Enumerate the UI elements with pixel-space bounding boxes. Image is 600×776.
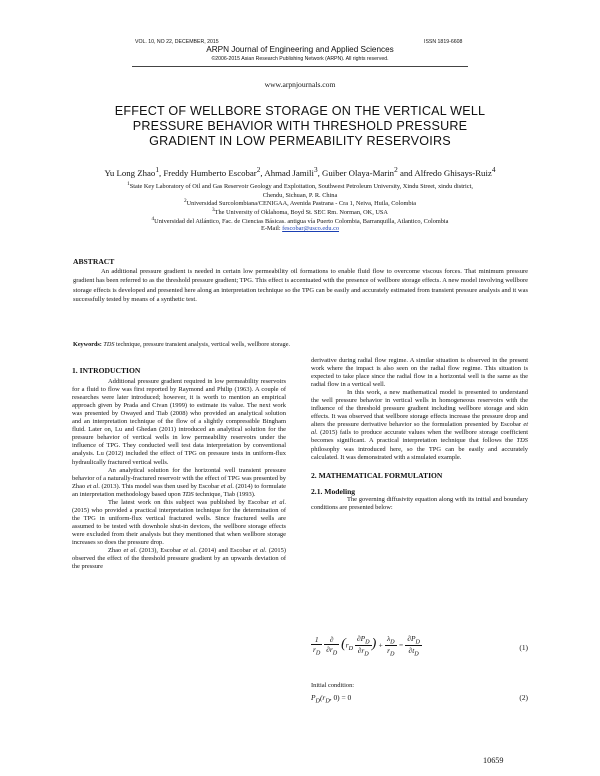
author-sup: 3 <box>313 165 318 174</box>
eq-paren: ( <box>341 636 346 652</box>
paper-title <box>60 104 540 150</box>
keywords-text: technique, pressure transient analysis, vertical wells, wellbore storage. <box>114 341 291 348</box>
aff-sup: 4 <box>151 216 155 222</box>
text: An analytical solution for the horizontal well transient pressure behavior of a naturally-fractured reservoir with the effect of TPG was presented by Zhao <box>72 466 286 490</box>
page-number: 10659 <box>483 756 504 765</box>
eq-paren: ) <box>371 636 377 652</box>
text: The latest work on this subject was published by Escobar <box>108 498 272 506</box>
left-column <box>72 367 286 571</box>
tds: TDS <box>516 437 528 445</box>
paragraph <box>72 547 286 571</box>
paragraph <box>72 467 286 499</box>
keywords <box>73 341 290 348</box>
author-name: , Guiber Olaya-Marin <box>317 167 395 178</box>
aff-text: State Key Laboratory of Oil and Gas Reservoir Geology and Exploitation, Southwest Petroleum University, Xindu Street, xindu district, <box>129 183 473 191</box>
et-al: et al <box>271 498 285 506</box>
author-sup: 4 <box>491 165 496 174</box>
issn: ISSN 1819-6608 <box>424 39 463 45</box>
et-al: et al <box>253 547 265 555</box>
aff-sup: 3 <box>212 207 215 213</box>
paragraph <box>311 389 528 461</box>
text: . (2015) observed the effect of the threshold pressure gradient by an upwards deviation of the pressure <box>72 547 286 571</box>
et-al: et al <box>311 421 528 437</box>
aff-text: The University of Oklahoma, Boyd St. SEC Rm. Norman, OK, USA <box>214 209 388 217</box>
text: . (2013). This model was then used by Escobar <box>98 482 221 490</box>
aff-sup: 1 <box>127 181 130 187</box>
title-line-1: EFFECT OF WELLBORE STORAGE ON THE VERTICAL WELL <box>114 104 486 118</box>
text: philosophy was introduced here, so the TPG can be easily and accurately calculated. It was demonstrated with a simulated example. <box>311 445 528 461</box>
aff-text: Universidad Surcolombiana/CENIGAA, Avenida Pastrana - Cra 1, Neiva, Huila, Colombia <box>186 200 417 208</box>
equation-1: $\frac{1}{r_D}$ $\frac{\partial}{\partial r_D}$ ($r_D$ $\frac{\partial P_D}{\partial r_D}$ ) + $\frac{\lambda_D}{r_D}$ = $\frac{\partial P_D}{\partial t_D}$ (1) <box>313 634 528 658</box>
text: . (2014) to formulate an interpretation methodology based upon <box>72 482 287 498</box>
et-al: et al <box>183 547 196 555</box>
keyword-tds: TDS <box>103 341 115 348</box>
equation-2: $P_D(r_D$, 0) = 0 (2) <box>311 693 528 705</box>
author-sup: 2 <box>394 165 398 174</box>
paragraph: derivative during radial flow regime. A similar situation is observed in the present work where the impact is also seen on the radial flow regime. This situation is expected to take place since the radial flow in a horizontal well is the same as the radial flow in a vertical well. <box>311 357 528 389</box>
right-column <box>311 357 528 512</box>
author-sup: 1 <box>155 165 160 174</box>
text: . (2014) and Escobar <box>195 547 254 555</box>
author-name: and Alfredo Ghisays-Ruiz <box>397 167 492 178</box>
equation-number: (1) <box>519 643 528 652</box>
et-al: et al <box>220 482 233 490</box>
eq-frac: $\frac{\partial P_D}{\partial r_D}$ <box>356 634 370 658</box>
abstract-heading: ABSTRACT <box>73 257 115 266</box>
email-label: E-Mail: <box>260 225 283 232</box>
volume-info: VOL. 10, NO 22, DECEMBER, 2015 <box>135 39 219 45</box>
paragraph <box>72 499 286 547</box>
eq-frac: $\frac{1}{r_D}$ <box>313 635 321 657</box>
text: . (2013), Escobar <box>135 547 184 555</box>
title-line-3: GRADIENT IN LOW PERMEABILITY RESERVOIRS <box>149 134 451 149</box>
initial-condition-label: Initial condition: <box>311 682 355 689</box>
author-name: , Freddy Humberto Escobar <box>159 167 257 178</box>
author-sup: 2 <box>256 165 261 174</box>
copyright: ©2006-2015 Asian Research Publishing Network (ARPN). All rights reserved. <box>211 56 389 62</box>
equation-number: (2) <box>519 693 528 702</box>
keywords-label: Keywords: <box>73 341 102 348</box>
eq-frac: $\frac{\partial P_D}{\partial t_D}$ <box>407 634 420 658</box>
text: In this work, a new mathematical model is presented to understand the well pressure behavior in vertical wells in homogeneous reservoirs with the influence of the threshold pressure gradient including wellbore storage and skin effects. It was observed that wellbore storage effects increase the pressure drop and alters the pressure derivative behavior so the formulation presented by Escobar <box>311 389 528 429</box>
section-heading-formulation: 2. MATHEMATICAL FORMULATION <box>311 470 443 480</box>
email-link[interactable]: fescobar@usco.edu.co <box>282 225 340 232</box>
email-line <box>0 225 600 232</box>
header-rule <box>132 66 468 67</box>
tds: TDS <box>182 490 194 498</box>
paragraph: Additional pressure gradient required in low permeability reservoirs for a fluid to flow was first reported by Raymond and Philip (1963). A couple of researches were later introduced; however, it is worth to mention an empirical approach given by Prada and Civan (1999) to estimate its value. The next work was presented by Owayed and Tiab (2008) who provided an analytical solution and an interpretation technique of the flow of a slightly compressible Bingham fluid. Later on, Lu and Ghedan (2011) introduced an analytical solution for the pressure behavior of vertical wells in low permeability reservoirs under the influence of TPG. They conducted well test data interpretation by conventional analysis. Lu (2012) included the effect of TPG on pressure tests in uniform-flux hydraulically fractured vertical wells. <box>72 378 286 466</box>
text: technique, Tiab (1993). <box>193 490 256 498</box>
et-al: et al <box>123 547 136 555</box>
eq-frac: $\frac{\partial}{\partial r_D}$ <box>326 635 338 657</box>
aff-text: Chendu, Sichuan, P. R. China <box>262 191 338 199</box>
text: . (2015) who provided a practical interpretation technique for the determination of the TPG in uniform-flux vertical fractured wells. Since fractured wells are assumed to be tested with downhole shut-in devices, the wellbore storage effects were excluded from their analysis but they mentioned that when wellbore storage increases so does the pressure drop. <box>72 498 286 546</box>
et-al: et al <box>86 482 99 490</box>
abstract-text: An additional pressure gradient is needed in certain low permeability oil formations to enable fluid flow to overcome viscous forces. That minimum pressure gradient has been referred to as the threshold pressure gradient; TPG. This effect is accentuated with the presence of wellbore storage effects. A new model involving wellbore storage effects is developed and presented here along an interpretation technique so the TPG can be easily and accurately estimated from transient pressure analysis and it was successfully tested by means of a synthetic test. <box>73 268 528 304</box>
journal-name: ARPN Journal of Engineering and Applied Sciences <box>206 45 394 54</box>
author-name: , Ahmad Jamili <box>260 167 314 178</box>
author-name: Yu Long Zhao <box>104 167 156 178</box>
text: Zhao <box>108 547 124 555</box>
journal-url[interactable]: www.arpnjournals.com <box>264 80 336 89</box>
author-list <box>40 165 560 178</box>
eq-frac: $\frac{\lambda_D}{r_D}$ <box>386 634 395 658</box>
section-heading-introduction: 1. INTRODUCTION <box>72 366 141 375</box>
aff-text: Universidad del Atlántico, Fac. de Ciencias Básicas. antigua vía Puerto Colombia, Barranquilla, Atlantico, Colombia <box>154 218 449 226</box>
title-line-2: PRESSURE BEHAVIOR WITH THRESHOLD PRESSURE <box>132 119 468 134</box>
subsection-heading-modeling: 2.1. Modeling <box>311 486 356 496</box>
aff-sup: 2 <box>183 198 187 204</box>
paragraph: The governing diffusivity equation along with its initial and boundary conditions are presented below: <box>311 495 528 511</box>
text: . (2015) fails to produce accurate values when the wellbore storage coefficient becomes significant. A practical interpretation technique that follows the <box>311 429 528 445</box>
